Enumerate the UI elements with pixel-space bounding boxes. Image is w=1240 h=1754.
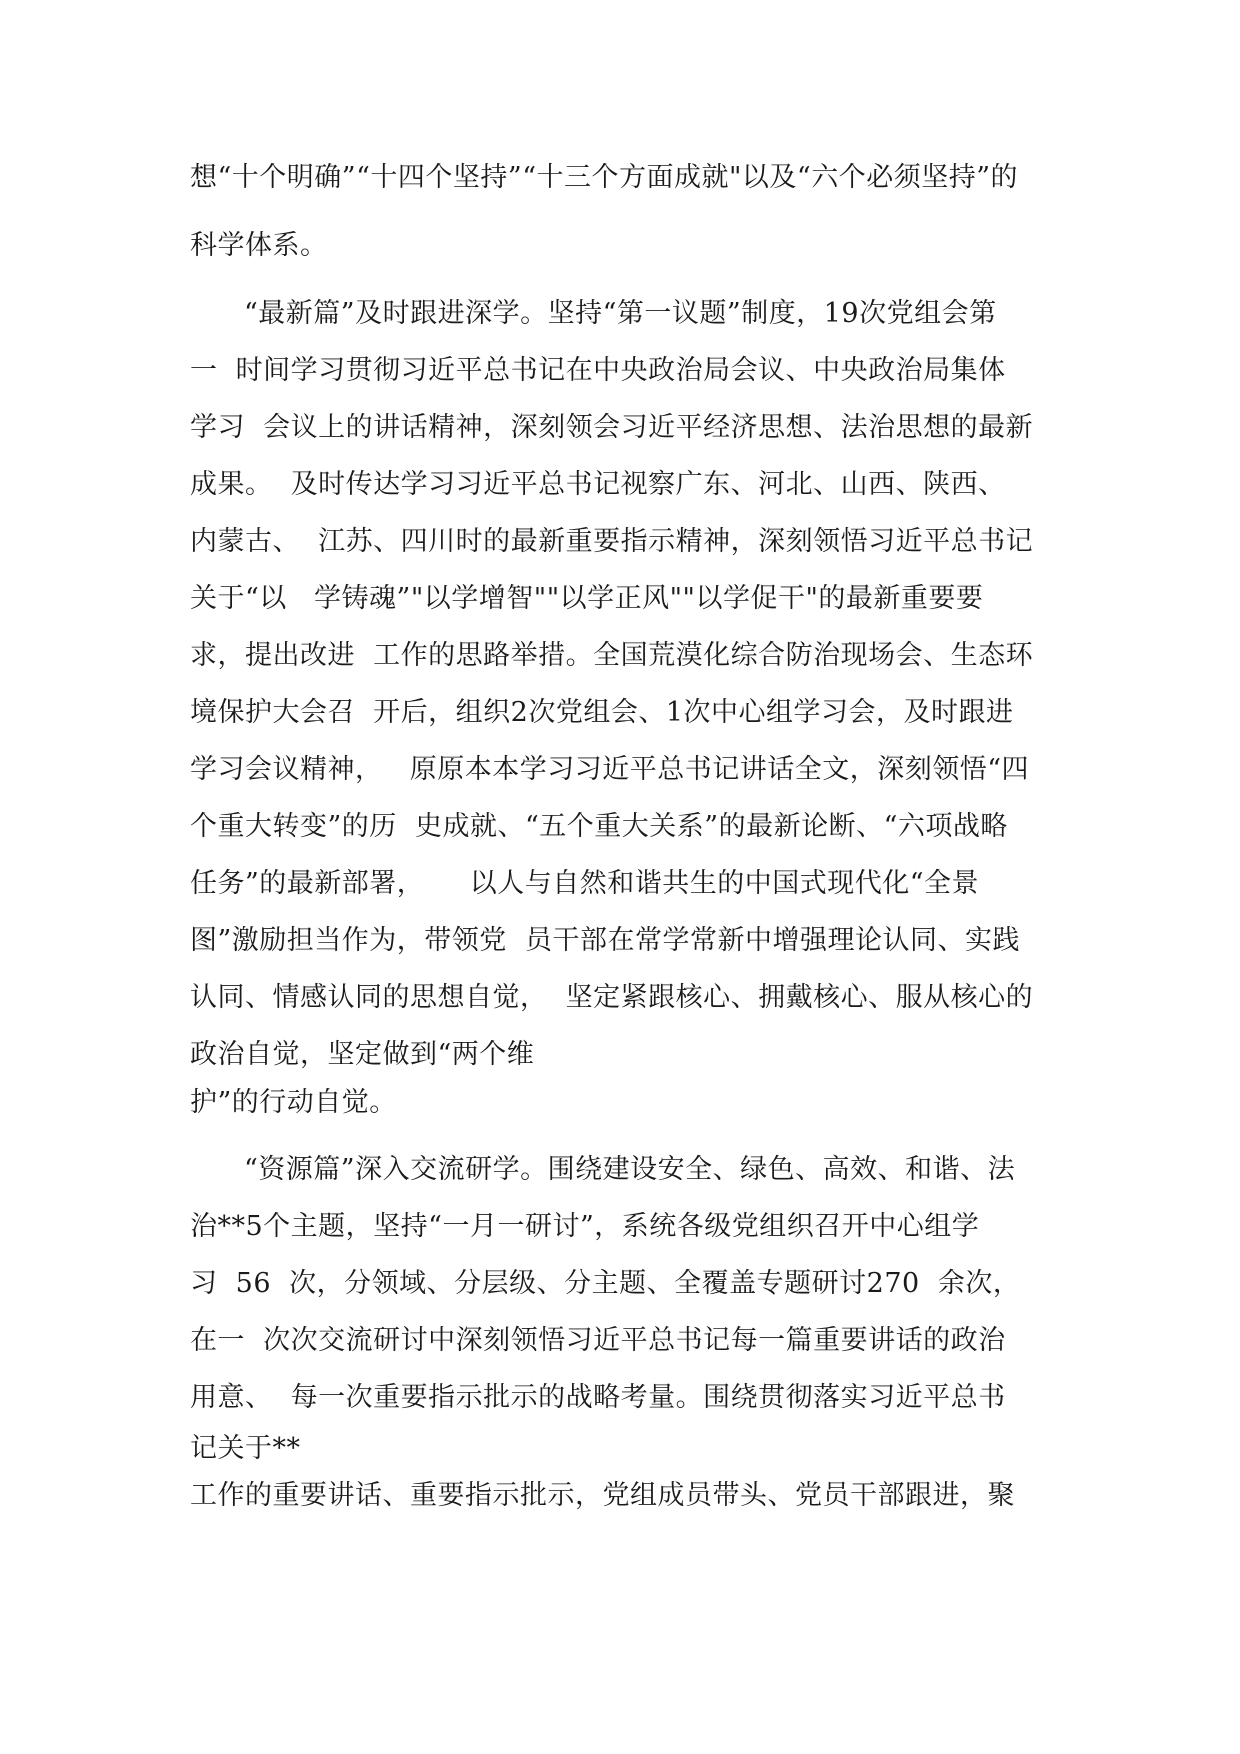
paragraph-first-line: “最新篇”及时跟进深学。坚持“第一议题”制度，19次党组会第 (244, 298, 997, 329)
text-line: 想“十个明确”“十四个坚持”“十三个方面成就"以及“六个必须坚持”的 (190, 162, 1019, 193)
text-line: 内蒙古、 江苏、四川时的最新重要指示精神，深刻领悟习近平总书记 (190, 526, 1034, 557)
text-line: 工作的重要讲话、重要指示批示，党组成员带头、党员干部跟进，聚 (190, 1480, 1015, 1511)
text-line: 求，提出改进 工作的思路举措。全国荒漠化综合防治现场会、生态环 (190, 640, 1034, 671)
text-line: 个重大转变”的历 史成就、“五个重大关系”的最新论断、“六项战略 (190, 811, 1008, 842)
text-line: 成果。 及时传达学习习近平总书记视察广东、河北、山西、陕西、 (190, 469, 1006, 500)
text-line: 习 56 次，分领域、分层级、分主题、全覆盖专题研讨270 余次， (190, 1268, 1021, 1299)
text-line: 学习会议精神， 原原本本学习习近平总书记讲话全文，深刻领悟“四 (190, 754, 1030, 785)
text-line: 认同、情感认同的思想自觉， 坚定紧跟核心、拥戴核心、服从核心的 (190, 982, 1034, 1013)
text-line: 记关于** (190, 1433, 301, 1464)
text-line: 任务”的最新部署， 以人与自然和谐共生的中国式现代化“全景 (190, 868, 980, 899)
text-line: 护”的行动自觉。 (190, 1087, 397, 1118)
text-line: 治**5个主题，坚持“一月一研讨”，系统各级党组织召开中心组学 (190, 1211, 980, 1242)
text-line: 关于“以 学铸魂”"以学增智""以学正风""以学促干"的最新重要要 (190, 583, 984, 614)
text-line: 科学体系。 (190, 230, 328, 261)
text-line: 图”激励担当作为，带领党 员干部在常学常新中增强理论认同、实践 (190, 925, 1020, 956)
text-line: 一 时间学习贯彻习近平总书记在中央政治局会议、中央政治局集体 (190, 355, 1006, 386)
text-line: 境保护大会召 开后，组织2次党组会、1次中心组学习会，及时跟进 (190, 697, 1014, 728)
text-line: 用意、 每一次重要指示批示的战略考量。围绕贯彻落实习近平总书 (190, 1382, 1006, 1413)
text-line: 学习 会议上的讲话精神，深刻领会习近平经济思想、法治思想的最新 (190, 412, 1034, 443)
text-line: 政治自觉，坚定做到“两个维 (190, 1039, 535, 1070)
text-line: 在一 次次交流研讨中深刻领悟习近平总书记每一篇重要讲话的政治 (190, 1325, 1006, 1356)
paragraph-first-line: “资源篇”深入交流研学。围绕建设安全、绿色、高效、和谐、法 (244, 1154, 1016, 1185)
